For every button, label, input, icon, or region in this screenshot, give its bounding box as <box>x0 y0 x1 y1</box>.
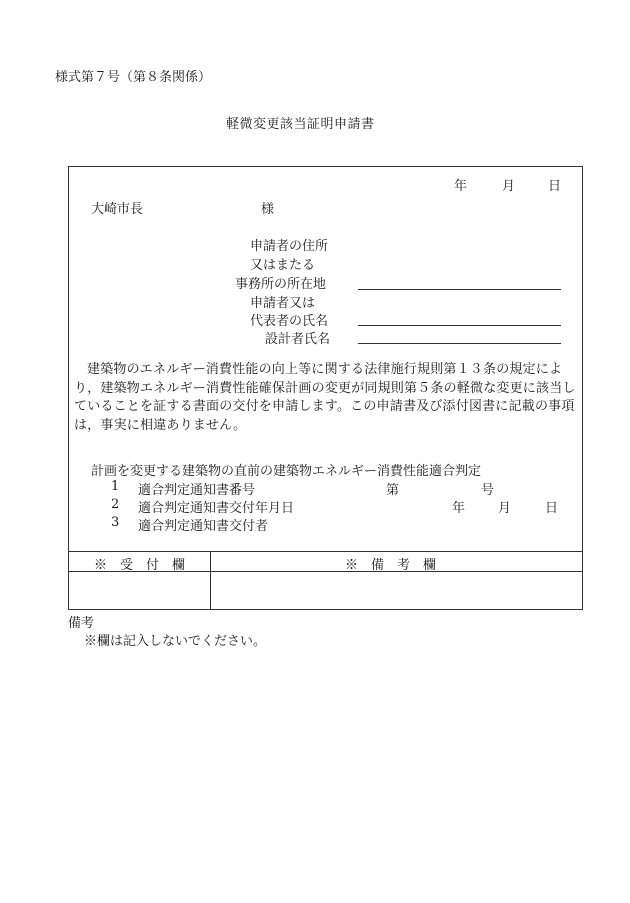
item-2-number: 2 <box>111 497 120 512</box>
designer-name-label: 設計者氏名 <box>265 332 331 347</box>
table-top-divider <box>68 551 583 552</box>
addressee-name: 大崎市長 <box>91 202 144 217</box>
designer-name-input-line[interactable] <box>358 343 561 344</box>
remarks-header: ※ 備 考 欄 <box>345 558 437 573</box>
reception-cell[interactable] <box>69 572 209 609</box>
date-day-label: 日 <box>548 179 562 194</box>
applicant-name-label-2: 代表者の氏名 <box>250 314 329 329</box>
application-statement: 建築物のエネルギー消費性能の向上等に関する法律施行規則第１３条の規定により，建築物エネルギー消費性能確保計画の変更が同規則第５条の軽微な変更に該当していることを証する書面の交付を申請します。この申請書及び添付図書に記載の事項は，事実に相違ありません。 <box>74 362 576 433</box>
item-1-label: 適合判定通知書番号 <box>138 483 256 498</box>
applicant-address-label-3: 事務所の所在地 <box>235 277 327 292</box>
applicant-address-label-1: 申請者の住所 <box>250 239 329 254</box>
item-2-label: 適合判定通知書交付年月日 <box>138 501 295 516</box>
applicant-address-input-line[interactable] <box>358 289 561 290</box>
item-1-number: 1 <box>111 479 120 494</box>
addressee-honorific: 様 <box>261 202 275 217</box>
notes-heading: 備考 <box>68 616 95 631</box>
applicant-address-label-2: 又はまたる <box>250 258 316 273</box>
item-1-prefix: 第 <box>386 483 400 498</box>
applicant-name-input-line[interactable] <box>358 325 561 326</box>
reception-header: ※ 受 付 欄 <box>94 558 186 573</box>
document-title: 軽微変更該当証明申請書 <box>226 117 375 132</box>
remarks-cell[interactable] <box>211 572 582 609</box>
item-2-day-label: 日 <box>545 501 559 516</box>
notes-text: ※欄は記入しないでください。 <box>84 634 267 649</box>
form-number: 様式第７号（第８条関係） <box>55 70 212 85</box>
item-2-year-label: 年 <box>452 501 466 516</box>
item-1-suffix: 号 <box>481 483 495 498</box>
date-month-label: 月 <box>502 179 516 194</box>
date-year-label: 年 <box>454 179 468 194</box>
item-2-month-label: 月 <box>498 501 512 516</box>
item-3-label: 適合判定通知書交付者 <box>138 519 269 534</box>
section-heading: 計画を変更する建築物の直前の建築物エネルギー消費性能適合判定 <box>91 464 482 479</box>
item-3-number: 3 <box>111 515 120 530</box>
applicant-name-label-1: 申請者又は <box>250 296 316 311</box>
